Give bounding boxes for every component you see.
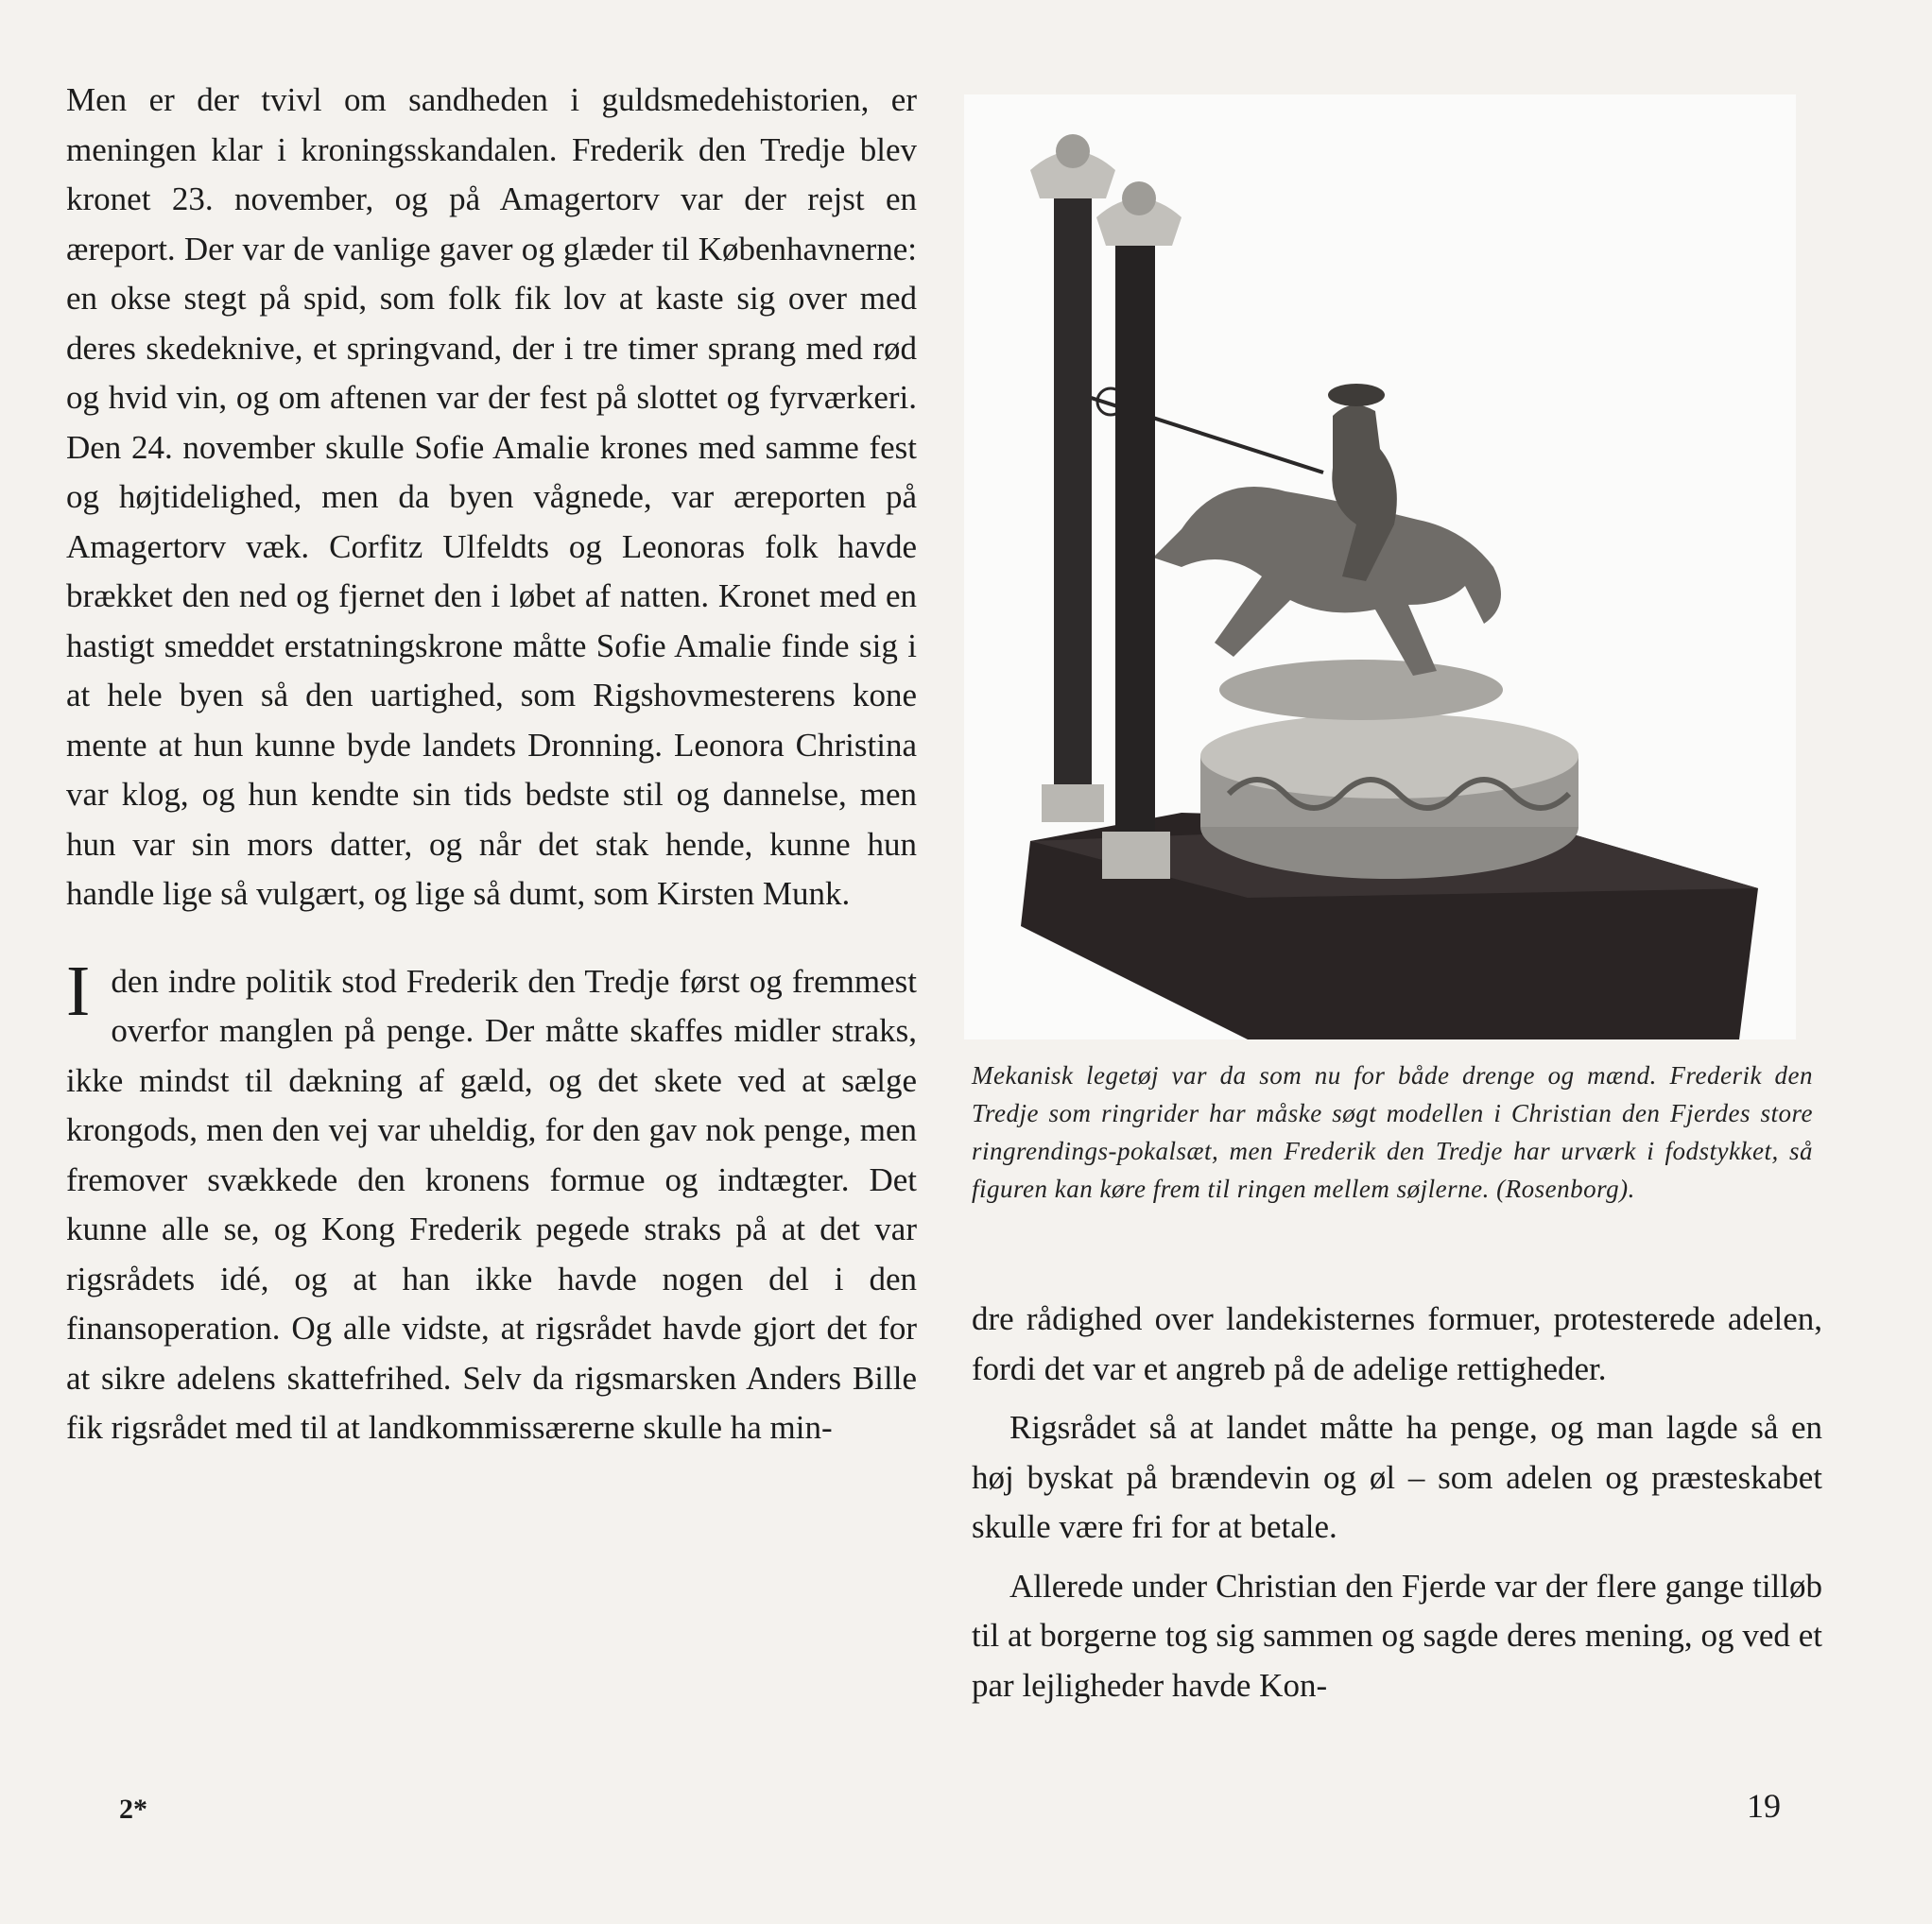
figure-caption: Mekanisk legetøj var da som nu for både drenge og mænd. Frederik den Tredje som ringrider har måske søgt modellen i Christian den Fjerdes store ringrendings-pokalsæt, men Frederik den Tredje har urværk i fodstykket, så figuren kan køre frem til ringen mellem søjlerne. (Rosenborg). [972,1061,1813,1203]
section-domestic-politics [66,951,917,1453]
right-text-column [972,1295,1822,1710]
paragraph-coronation-scandal: Men er der tvivl om sandheden i guldsmedehistorien, er meningen klar i kroningsskandalen. Frederik den Tredje blev kronet 23. november, og på Amagertorv var der rejst en æreport. Der var de vanlige gaver og glæder til Københavnerne: en okse stegt på spid, som folk fik lov at kaste sig over med deres skedeknive, et springvand, der i tre timer sprang med rød og hvid vin, og om aftenen var der fest på slottet og fyrværkeri. Den 24. november skulle Sofie Amalie krones med samme fest og højtidelighed, men da byen vågnede, var æreporten på Amagertorv væk. Corfitz Ulfeldts og Leonoras folk havde brækket den ned og fjernet den i løbet af natten. Kronet med en hastigt smeddet erstatningskrone måtte Sofie Amalie finde sig i at hele byen så den uartighed, som Rigshovmesterens kone mente at hun kunne byde landets Dronning. Leonora Christina var klog, og hun kendte sin tids bedste stil og dannelse, men hun var sin mors datter, og når det stak hende, kunne hun handle lige så vulgært, og lige så dumt, som Kirsten Munk. [66,81,917,912]
page-number: 19 [1747,1787,1781,1825]
finial-front [1122,181,1156,215]
column-back [1054,198,1092,794]
paragraph-citizens: Allerede under Christian den Fjerde var der flere gange tilløb til at borgerne tog sig sammen og sagde deres mening, og ved et par lejligheder havde Kon- [972,1567,1822,1704]
paragraph-nobility-protest: dre rådighed over landekisternes formuer, protesterede adelen, fordi det var et angreb på de adelige rettigheder. [972,1300,1822,1387]
signature-mark: 2* [119,1794,147,1825]
paragraph-domestic-politics: den indre politik stod Frederik den Tredje først og fremmest overfor manglen på penge. Der måtte skaffes midler straks, ikke mindst til dækning af gæld, og det skete ved at sælge krongods, men den vej var uheldig, for den gav nok penge, men fremover svækkede den kronens formue og indtægter. Det kunne alle se, og Kong Frederik pegede straks på at det var rigsrådets idé, og at han ikke havde nogen del i den finansoperation. Og alle vidste, at rigsrådet havde gjort det for at sikre adelens skattefrihed. Selv da rigsmarsken Anders Bille fik rigsrådet med til at landkommissærerne skulle ha min- [66,962,917,1446]
rider-hat [1328,384,1385,406]
column-front-base [1102,832,1170,879]
left-text-column [66,76,917,1453]
column-back-base [1042,784,1104,822]
disc-pedestal [1219,660,1503,720]
drop-cap-initial: I [66,951,91,1031]
ring-rider-illustration [964,94,1796,1039]
column-front [1115,246,1155,832]
horse-figure [1153,487,1501,676]
paragraph-city-tax: Rigsrådet så at landet måtte ha penge, og man lagde så en høj byskat på brændevin og øl – som adelen og præsteskabet skulle være fri for at betale. [972,1409,1822,1545]
finial-back [1056,134,1090,168]
photo-mechanical-toy-ring-rider [964,94,1796,1039]
